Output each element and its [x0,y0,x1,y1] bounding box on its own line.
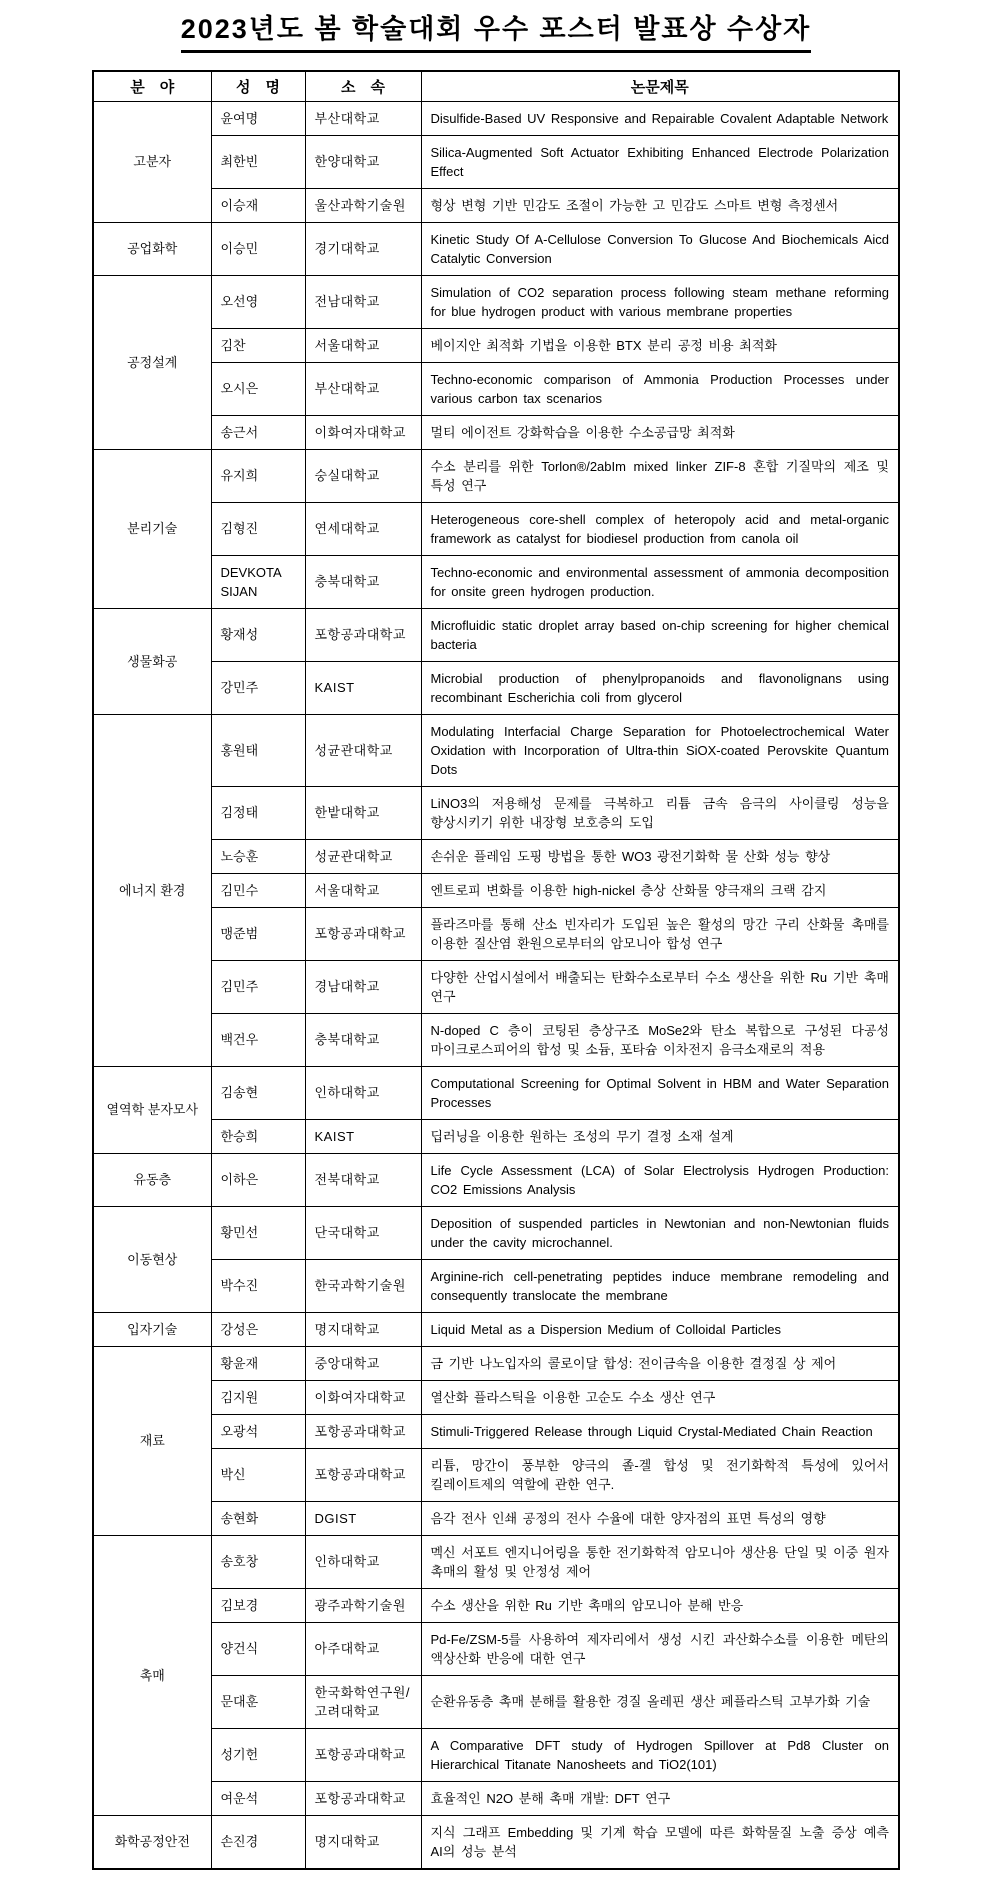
table-row [93,449,899,502]
affiliation-cell: 단국대학교 [305,1206,421,1259]
affiliation-cell: 부산대학교 [305,362,421,415]
affiliation-cell: 이화여자대학교 [305,415,421,449]
header-field: 분 야 [93,71,211,102]
table-row [93,1153,899,1206]
affiliation-cell: 명지대학교 [305,1312,421,1346]
paper-title-cell: Pd-Fe/ZSM-5를 사용하여 제자리에서 생성 시킨 과산화수소를 이용한 메탄의 액상산화 반응에 대한 연구 [421,1622,899,1675]
paper-title-cell: 지식 그래프 Embedding 및 기계 학습 모델에 따른 화학물질 노출 증상 예측 AI의 성능 분석 [421,1815,899,1869]
table-row [93,839,899,873]
name-cell: 성기헌 [211,1728,305,1781]
paper-title-cell: Arginine-rich cell-penetrating peptides induce membrane remodeling and consequently translocate the membrane [421,1259,899,1312]
paper-title-cell: Silica-Augmented Soft Actuator Exhibiting Enhanced Electrode Polarization Effect [421,135,899,188]
paper-title-cell: Computational Screening for Optimal Solvent in HBM and Water Separation Processes [421,1066,899,1119]
paper-title-cell: Stimuli-Triggered Release through Liquid Crystal-Mediated Chain Reaction [421,1414,899,1448]
paper-title-cell: 리튬, 망간이 풍부한 양극의 졸-겔 합성 및 전기화학적 특성에 있어서 킬레이트제의 역할에 관한 연구. [421,1448,899,1501]
name-cell: 백건우 [211,1013,305,1066]
name-cell: 문대훈 [211,1675,305,1728]
field-cell: 생물화공 [93,608,211,714]
name-cell: 맹준범 [211,907,305,960]
field-cell: 에너지 환경 [93,714,211,1066]
table-row [93,1066,899,1119]
affiliation-cell: 전남대학교 [305,275,421,328]
paper-title-cell: Techno-economic comparison of Ammonia Production Processes under various carbon tax scenarios [421,362,899,415]
name-cell: 김송현 [211,1066,305,1119]
affiliation-cell: 한국과학기술원 [305,1259,421,1312]
affiliation-cell: 아주대학교 [305,1622,421,1675]
name-cell: DEVKOTA SIJAN [211,555,305,608]
table-row [93,1675,899,1728]
table-row [93,275,899,328]
affiliation-cell: 포항공과대학교 [305,907,421,960]
table-row [93,907,899,960]
affiliation-cell: DGIST [305,1501,421,1535]
table-row [93,1448,899,1501]
paper-title-cell: A Comparative DFT study of Hydrogen Spillover at Pd8 Cluster on Hierarchical Titanate Nanosheets and TiO2(101) [421,1728,899,1781]
affiliation-cell: 연세대학교 [305,502,421,555]
affiliation-cell: 광주과학기술원 [305,1588,421,1622]
paper-title-cell: Microfluidic static droplet array based on-chip screening for higher chemical bacteria [421,608,899,661]
name-cell: 윤여명 [211,101,305,135]
table-row [93,502,899,555]
affiliation-cell: KAIST [305,1119,421,1153]
name-cell: 오광석 [211,1414,305,1448]
table-row [93,1728,899,1781]
name-cell: 이승재 [211,188,305,222]
table-row [93,1535,899,1588]
name-cell: 홍원태 [211,714,305,786]
table-row [93,1119,899,1153]
table-row [93,873,899,907]
field-cell: 열역학 분자모사 [93,1066,211,1153]
table-row [93,1815,899,1869]
affiliation-cell: 충북대학교 [305,555,421,608]
field-cell: 이동현상 [93,1206,211,1312]
table-row [93,1380,899,1414]
table-row [93,1346,899,1380]
paper-title-cell: Deposition of suspended particles in Newtonian and non-Newtonian fluids under the cavity microchannel. [421,1206,899,1259]
paper-title-cell: 수소 분리를 위한 Torlon®/2abIm mixed linker ZIF-8 혼합 기질막의 제조 및 특성 연구 [421,449,899,502]
field-cell: 화학공정안전 [93,1815,211,1869]
paper-title-cell: Life Cycle Assessment (LCA) of Solar Electrolysis Hydrogen Production: CO2 Emissions Analysis [421,1153,899,1206]
name-cell: 손진경 [211,1815,305,1869]
name-cell: 박신 [211,1448,305,1501]
affiliation-cell: 이화여자대학교 [305,1380,421,1414]
table-row [93,362,899,415]
paper-title-cell: 음각 전사 인쇄 공정의 전사 수율에 대한 양자점의 표면 특성의 영향 [421,1501,899,1535]
table-row [93,960,899,1013]
paper-title-cell: 형상 변형 기반 민감도 조절이 가능한 고 민감도 스마트 변형 측정센서 [421,188,899,222]
name-cell: 김정태 [211,786,305,839]
field-cell: 재료 [93,1346,211,1535]
name-cell: 황재성 [211,608,305,661]
name-cell: 송호창 [211,1535,305,1588]
field-cell: 촉매 [93,1535,211,1815]
table-row [93,101,899,135]
name-cell: 양건식 [211,1622,305,1675]
paper-title-cell: 베이지안 최적화 기법을 이용한 BTX 분리 공정 비용 최적화 [421,328,899,362]
affiliation-cell: 포항공과대학교 [305,1414,421,1448]
header-affiliation: 소 속 [305,71,421,102]
affiliation-cell: 인하대학교 [305,1066,421,1119]
affiliation-cell: 숭실대학교 [305,449,421,502]
field-cell: 유동층 [93,1153,211,1206]
paper-title-cell: 손쉬운 플레임 도핑 방법을 통한 WO3 광전기화학 물 산화 성능 향상 [421,839,899,873]
paper-title-cell: 딥러닝을 이용한 원하는 조성의 무기 결정 소재 설계 [421,1119,899,1153]
page-title [0,13,992,53]
name-cell: 김민주 [211,960,305,1013]
name-cell: 김형진 [211,502,305,555]
awards-table [92,70,900,1870]
table-row [93,786,899,839]
field-cell: 고분자 [93,101,211,222]
affiliation-cell: 한밭대학교 [305,786,421,839]
table-row [93,608,899,661]
paper-title-cell: 멀티 에이전트 강화학습을 이용한 수소공급망 최적화 [421,415,899,449]
paper-title-cell: 엔트로피 변화를 이용한 high-nickel 층상 산화물 양극재의 크랙 감지 [421,873,899,907]
affiliation-cell: 경기대학교 [305,222,421,275]
paper-title-cell: Disulfide-Based UV Responsive and Repairable Covalent Adaptable Network [421,101,899,135]
paper-title-cell: N-doped C 층이 코팅된 층상구조 MoSe2와 탄소 복합으로 구성된 다공성 마이크로스피어의 합성 및 소듐, 포타슘 이차전지 음극소재로의 적용 [421,1013,899,1066]
name-cell: 황민선 [211,1206,305,1259]
table-row [93,1206,899,1259]
table-row [93,415,899,449]
table-row [93,135,899,188]
paper-title-cell: Heterogeneous core-shell complex of heteropoly acid and metal-organic framework as catalyst for biodiesel production from canola oil [421,502,899,555]
paper-title-cell: Modulating Interfacial Charge Separation for Photoelectrochemical Water Oxidation with Incorporation of Ultra-thin SiOX-coated Perovskite Quantum Dots [421,714,899,786]
name-cell: 노승훈 [211,839,305,873]
name-cell: 김찬 [211,328,305,362]
name-cell: 한승희 [211,1119,305,1153]
affiliation-cell: 성균관대학교 [305,839,421,873]
field-cell: 공업화학 [93,222,211,275]
affiliation-cell: 인하대학교 [305,1535,421,1588]
paper-title-cell: Techno-economic and environmental assessment of ammonia decomposition for onsite green hydrogen production. [421,555,899,608]
name-cell: 오선영 [211,275,305,328]
table-row [93,188,899,222]
table-row [93,555,899,608]
affiliation-cell: 성균관대학교 [305,714,421,786]
paper-title-cell: 멕신 서포트 엔지니어링을 통한 전기화학적 암모니아 생산용 단일 및 이중 원자 촉매의 활성 및 안정성 제어 [421,1535,899,1588]
field-cell: 공정설계 [93,275,211,449]
affiliation-cell: 부산대학교 [305,101,421,135]
paper-title-cell: Simulation of CO2 separation process following steam methane reforming for blue hydrogen product with various membrane properties [421,275,899,328]
table-row [93,1588,899,1622]
header-paper-title: 논문제목 [421,71,899,102]
table-row [93,222,899,275]
affiliation-cell: 전북대학교 [305,1153,421,1206]
table-row [93,1013,899,1066]
affiliation-cell: KAIST [305,661,421,714]
name-cell: 오시은 [211,362,305,415]
affiliation-cell: 한국화학연구원/고려대학교 [305,1675,421,1728]
field-cell: 입자기술 [93,1312,211,1346]
affiliation-cell: 서울대학교 [305,328,421,362]
paper-title-cell: Kinetic Study Of A-Cellulose Conversion To Glucose And Biochemicals Aicd Catalytic Conversion [421,222,899,275]
name-cell: 김민수 [211,873,305,907]
header-name: 성 명 [211,71,305,102]
name-cell: 이승민 [211,222,305,275]
table-row [93,1781,899,1815]
table-row [93,1414,899,1448]
affiliation-cell: 충북대학교 [305,1013,421,1066]
paper-title-cell: 금 기반 나노입자의 콜로이달 합성: 전이금속을 이용한 결정질 상 제어 [421,1346,899,1380]
table-row [93,1622,899,1675]
paper-title-cell: LiNO3의 저용해성 문제를 극복하고 리튬 금속 음극의 사이클링 성능을 향상시키기 위한 내장형 보호층의 도입 [421,786,899,839]
name-cell: 황윤재 [211,1346,305,1380]
field-cell: 분리기술 [93,449,211,608]
paper-title-cell: 플라즈마를 통해 산소 빈자리가 도입된 높은 활성의 망간 구리 산화물 촉매를 이용한 질산염 환원으로부터의 암모니아 합성 연구 [421,907,899,960]
table-row [93,714,899,786]
paper-title-cell: 효율적인 N2O 분해 촉매 개발: DFT 연구 [421,1781,899,1815]
awards-table-body [93,101,899,1869]
table-row [93,1312,899,1346]
affiliation-cell: 포항공과대학교 [305,1728,421,1781]
table-row [93,328,899,362]
paper-title-cell: Liquid Metal as a Dispersion Medium of Colloidal Particles [421,1312,899,1346]
affiliation-cell: 포항공과대학교 [305,1781,421,1815]
affiliation-cell: 울산과학기술원 [305,188,421,222]
affiliation-cell: 서울대학교 [305,873,421,907]
paper-title-cell: 순환유동층 촉매 분해를 활용한 경질 올레핀 생산 페플라스틱 고부가화 기술 [421,1675,899,1728]
affiliation-cell: 중앙대학교 [305,1346,421,1380]
affiliation-cell: 명지대학교 [305,1815,421,1869]
name-cell: 이하은 [211,1153,305,1206]
name-cell: 박수진 [211,1259,305,1312]
paper-title-cell: Microbial production of phenylpropanoids and flavonolignans using recombinant Escherichia coli from glycerol [421,661,899,714]
name-cell: 강성은 [211,1312,305,1346]
table-header-row [93,71,899,102]
name-cell: 최한빈 [211,135,305,188]
name-cell: 강민주 [211,661,305,714]
name-cell: 김지원 [211,1380,305,1414]
table-row [93,1259,899,1312]
affiliation-cell: 한양대학교 [305,135,421,188]
paper-title-cell: 수소 생산을 위한 Ru 기반 촉매의 암모니아 분해 반응 [421,1588,899,1622]
paper-title-cell: 열산화 플라스틱을 이용한 고순도 수소 생산 연구 [421,1380,899,1414]
table-row [93,1501,899,1535]
table-row [93,661,899,714]
page-title-text: 2023년도 봄 학술대회 우수 포스터 발표상 수상자 [181,13,812,53]
affiliation-cell: 포항공과대학교 [305,1448,421,1501]
affiliation-cell: 경남대학교 [305,960,421,1013]
name-cell: 김보경 [211,1588,305,1622]
affiliation-cell: 포항공과대학교 [305,608,421,661]
name-cell: 송근서 [211,415,305,449]
name-cell: 여운석 [211,1781,305,1815]
paper-title-cell: 다양한 산업시설에서 배출되는 탄화수소로부터 수소 생산을 위한 Ru 기반 촉매 연구 [421,960,899,1013]
name-cell: 유지희 [211,449,305,502]
name-cell: 송현화 [211,1501,305,1535]
